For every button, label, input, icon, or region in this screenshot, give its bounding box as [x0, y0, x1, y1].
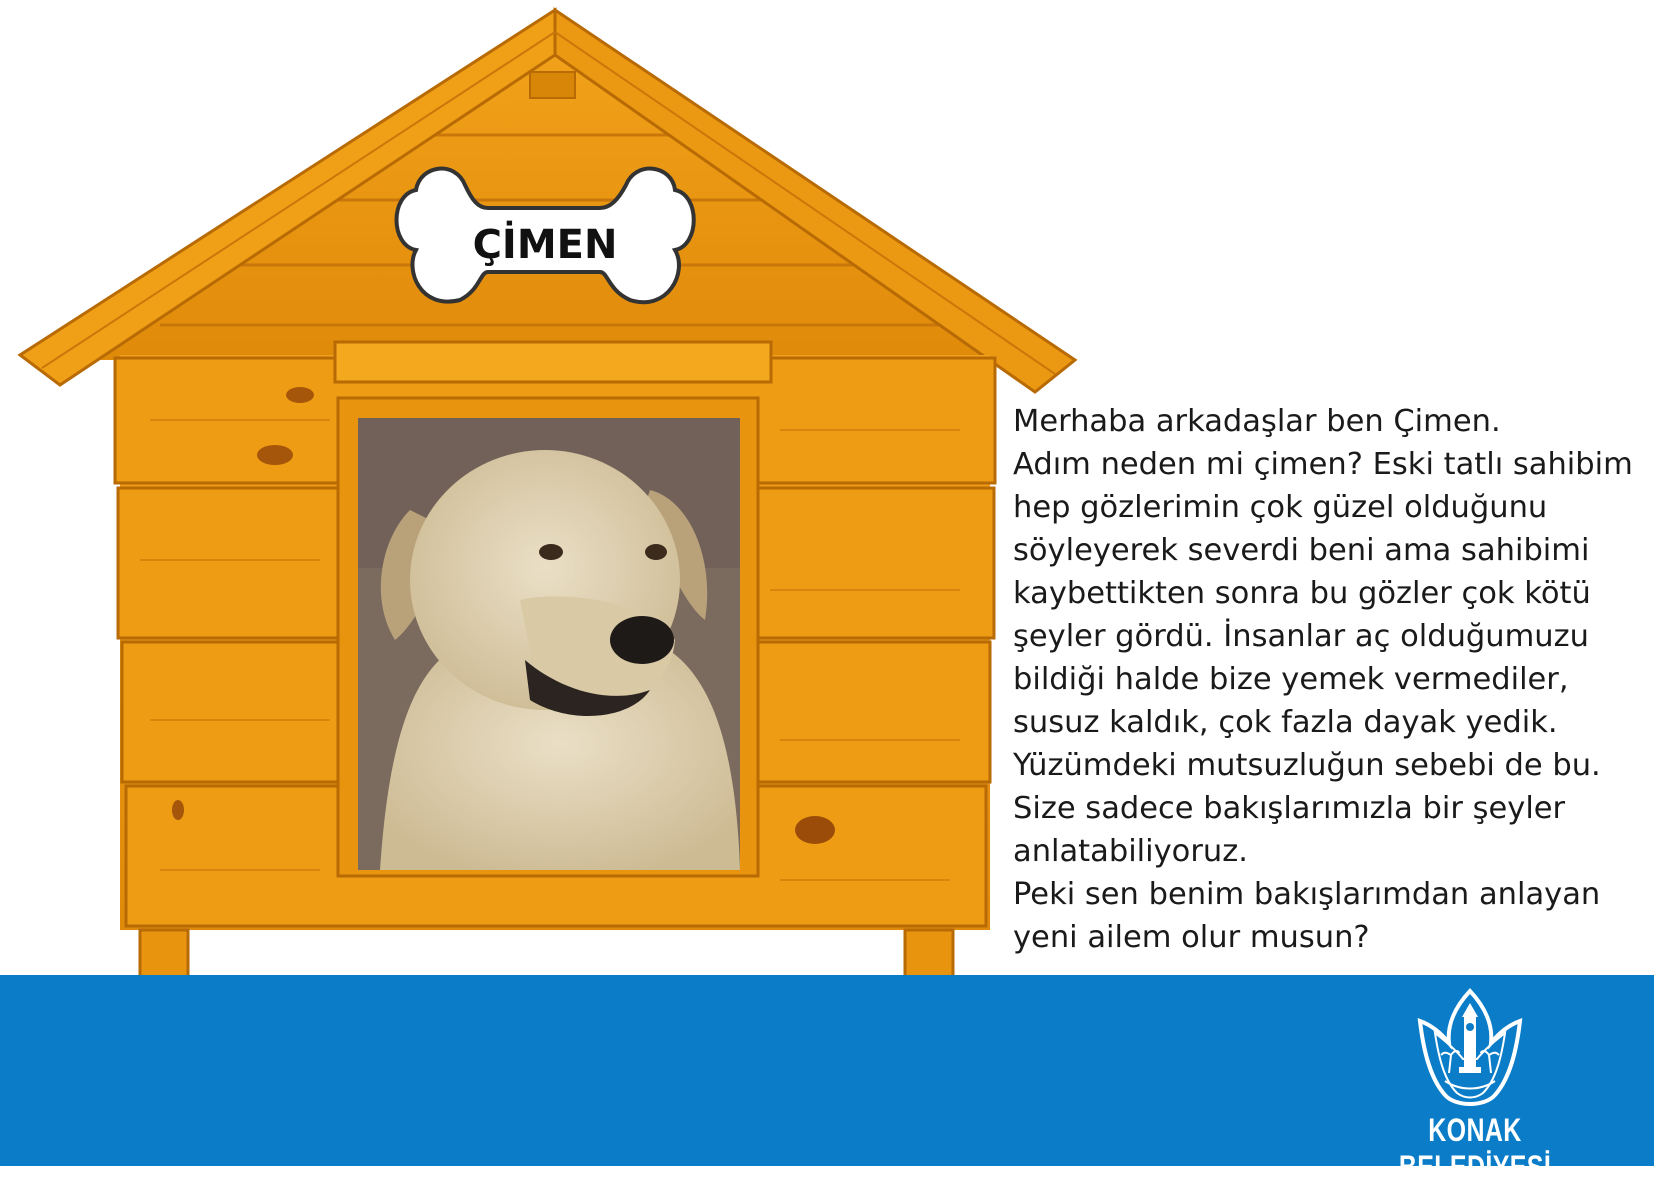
story-line: şeyler gördü. İnsanlar aç olduğumuzu — [1013, 619, 1589, 654]
story-line: hep gözlerimin çok güzel olduğunu — [1013, 490, 1548, 525]
story-line: Yüzümdeki mutsuzluğun sebebi de bu. — [1013, 748, 1601, 783]
story-line: kaybettikten sonra bu gözler çok kötü — [1013, 576, 1591, 611]
konak-logo-icon — [1415, 985, 1525, 1115]
story-line: Size sadece bakışlarımızla bir şeyler — [1013, 791, 1566, 826]
brand-name: KONAK BELEDİYESİ — [1398, 1112, 1552, 1185]
story-line: Peki sen benim bakışlarımdan anlayan — [1013, 877, 1601, 912]
dog-name-label: ÇİMEN — [472, 222, 618, 268]
story-line: anlatabiliyoruz. — [1013, 834, 1248, 869]
dog-photo — [358, 418, 740, 870]
story-line: susuz kaldık, çok fazla dayak yedik. — [1013, 705, 1558, 740]
adoption-story — [1013, 400, 1633, 959]
story-line: yeni ailem olur musun? — [1013, 920, 1370, 955]
story-line: söyleyerek severdi beni ama sahibimi — [1013, 533, 1590, 568]
gable-wall — [100, 40, 1000, 360]
story-line: Adım neden mi çimen? Eski tatlı sahibim — [1013, 447, 1633, 482]
story-line: bildiği halde bize yemek vermediler, — [1013, 662, 1569, 697]
story-line: Merhaba arkadaşlar ben Çimen. — [1013, 404, 1501, 439]
